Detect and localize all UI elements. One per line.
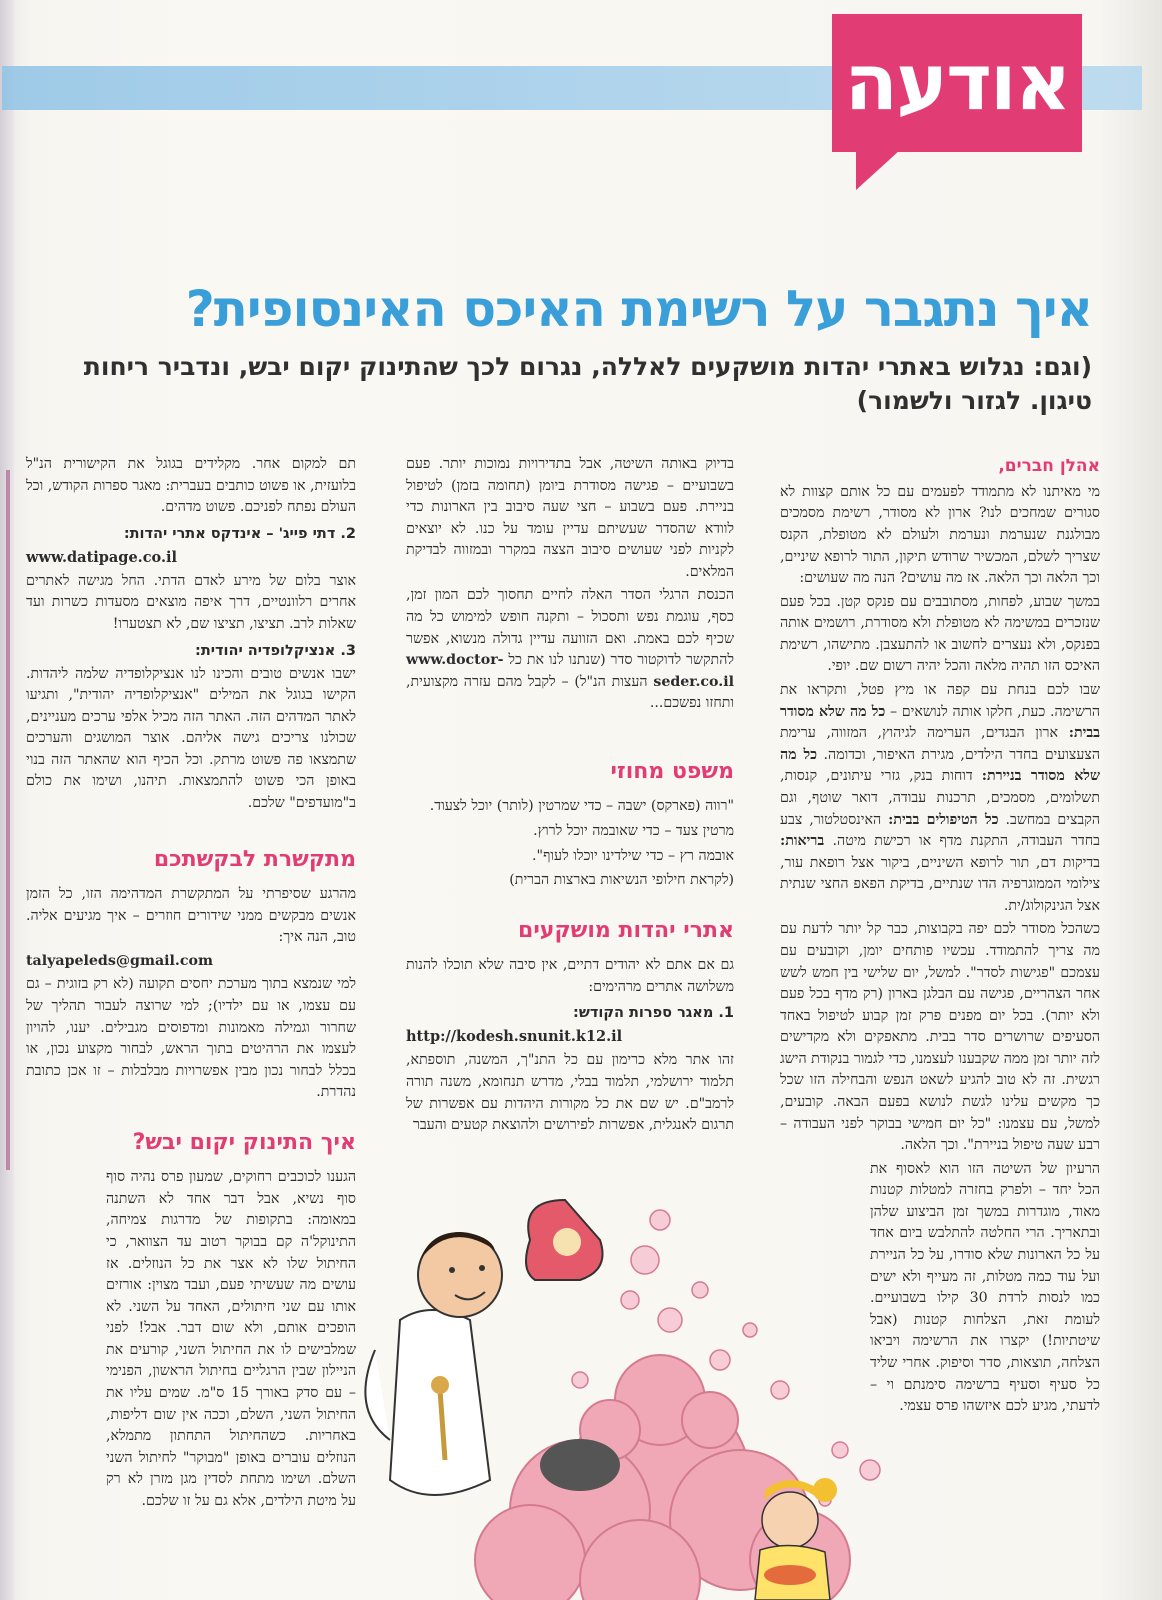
bold-term: בריאות:	[780, 833, 825, 850]
section-heading: משפט מחוזי	[610, 758, 734, 784]
section-heading: איך התינוק יקום יבש?	[132, 1129, 356, 1155]
email-link[interactable]: talyapeleds@gmail.com	[26, 952, 213, 969]
text-run: האינסטלטור, צבע בחדר העבודה, התקנת מדף או רכישת מיטה.	[780, 811, 1100, 850]
page-edge-bar	[6, 470, 10, 1170]
paragraph: גם אם אתם לא יהודים דתיים, אין סיבה שלא תוכלו להנות משלושה אתרים מרהימים:	[406, 957, 734, 995]
paragraph-doctor-seder	[406, 585, 734, 714]
website-link[interactable]: http://kodesh.snunit.k12.il	[406, 1028, 623, 1046]
text-run: דוחות בנק, גזרי עיתונים, קנסות, תשלומים, מסמכים, תרכנות עבודה, דואר שוטף, וגם הקבצים במחשב.	[780, 768, 1100, 828]
bold-term: כל מה שלא מסודר בבית:	[780, 703, 1100, 742]
text-run: ארון הבגדים, הערימה לגיהוץ, המזווה, ערימת הצעצועים בחדר הילדים, מגירת האיפור, וכדומה.	[780, 725, 1100, 763]
paragraph: מי מאיתנו לא מתמודד לפעמים עם כל אותם קצוות לא סגורים שמחכים לנו? ארון לא מסודר, רשימת מסמכים מבולגנת שנערמת ונערמת ולעולם לא מטופלת, הקנס שצריך לשלם, המכשיר שרודש תיקון, התור לרופא שיניים, וכך הלאה וכך הלאה. אז מה עושים? הנה מה שעושים:	[780, 483, 1100, 587]
subhead: (וגם: נגלוש באתרי יהדות מושקעים לאללה, נגרום לכך שהתינוק יקום יבש, ונדביר ריחות טיגון. לגזור ולשמור)	[83, 352, 1092, 415]
paragraph: זהו אתר מלא כרימון עם כל התנ"ך, המשנה, תוספתא, תלמוד ירושלמי, תלמוד בבלי, מדרש תנחומא, משנה תורה לרמב"ם. יש שם את כל מקורות היהדות עם אפשרות של תרגום לאנגלית, אפשרות לפירושים ולהוצאת קטעים והעבר	[406, 1052, 734, 1134]
column-middle	[406, 454, 734, 1139]
quote-line: "רווה (פארקס) ישבה – כדי שמרטין (לותר) יוכל לצעוד.	[429, 798, 734, 815]
paragraph: ישבו אנשים טובים והכינו לנו אנציקלופדיה שלמה ליהדות. הקישו בגוגל את המילים "אנציקלופדיה יהודית", ותגיעו לאתר המדהים הזה. האתר הזה מכיל אלפי ערכים מעניינים, שכולנו צריכים גישה אליהם. אוצר המושגים והערכים שתמצאו פה פשוט מרתק. וכל הכיף הוא שהאתר הזה בנוי באופן הכי פשוט להתמצאות. תיהנו, ושימו את כולם ב"מועדפים" שלכם.	[26, 665, 356, 812]
paragraph: אוצר בלום של מירע לאדם הדתי. החל מגישה לאתרים אחרים רלוונטיים, דרך איפה מוצאים מסעדות כשרות ועד שאלות לרב. תציצו, תציצו שם, לא תצטערו!	[26, 572, 356, 632]
paragraph: בדיוק באותה השיטה, אבל בתדירויות נמוכות יותר. פעם בשבועיים – פגישה מסודרת ביומן (תחומה בזמן) לטיפול בניירת. פעם בשבוע – חצי שעה סיבוב בין הארונות כדי לוודא שהסדר שעשיתם עדיין עומד על כנו. לא יוצאים לקניות לפני שעושים סיבוב הצצה במקרר ובמזווה לבדיקת המלאים.	[406, 456, 734, 580]
headline: איך נתגבר על רשימת האיכס האינסופית?	[185, 280, 1092, 338]
paragraph: הגענו לכוכבים רחוקים, שמעון פרס נהיה סוף סוף נשיא, אבל דבר אחד לא השתנה במאומה: בתקופות של מדרגות צמיחה, התינוקל'ה קם בבוקר רטוב עד הצוואר, כי החיתול שלו לא אצר את כל הנוזלים. אז עושים מה שעשיתי פעם, ועבד מצוין: אורזים אותו עם שני חיתולים, האחד על השני. לא הופכים אותם, ולא שום דבר. אבל! לפני שמלבישים לו את החיתול השני, קורעים את הניילון שבין הרגליים בחיתול הראשון, הפנימי – עם סדק באורך 15 ס"מ. שמים עליו את החיתול השני, השלם, וככה אין שום דליפות, באחריות. כשהחיתול התחתון מתמלא, הנוזלים עוברים באופן "מבוקר" לחיתול השני השלם. ושימו מתחת לסדין מגן מזרן לא רק על מיטת הילדים, אלא גם על זו שלכם.	[106, 1169, 356, 1509]
frying-pan	[540, 1439, 620, 1491]
website-link[interactable]: www.doctor-seder.co.il	[406, 652, 734, 690]
paragraph: למי שנמצא בתוך מערכת יחסים תקועה (לא רק בזוגית – גם עם עצמו, או עם ילדיו); למי שרוצה לעבור תהליך של שחרור וגמילה מאמונות ומדפוסים מגבילים. יענו, להויון לעצמו את הרהיטים בתוך הראש, לבחור מקצוע נכון, או בכלל לבחור נכון מבין אפשרויות מבלבלות – זו אכן כתובת נהדרת.	[26, 976, 356, 1101]
text-run: שבו לכם בנחת עם קפה או מיץ פטל, ותקראו את הרשימה. כעת, חלקו אותה לנושאים –	[780, 682, 1100, 720]
text-run: העצות הנ"ל) – לקבל מהם עזרה מקצועית, ותחזו נפשכם...	[406, 673, 734, 712]
list-item-title: 1. מאגר ספרות הקודש:	[573, 1005, 734, 1022]
paragraph: במשך שבוע, לפחות, מסתובבים עם פנקס קטן. בכל פעם שנזכרים במשימה לא מטופלת ולא מסודרת, רושמים אותה בפנקס, ולא נעצרים לחשוב או להתעצבן. מתישהו, רשימת האיכס הזו תהיה מלאה והכל יהיה רשום שם. יופי.	[780, 593, 1100, 675]
quote-line: אובמה רץ – כדי שילדינו יוכלו לעוף".	[532, 847, 734, 864]
paragraph: כשהכל מסודר לכם יפה בקבוצות, כבר קל יותר לדעת עם מה צריך להתמודד. עכשיו פותחים יומן, וקובעים עם עצמכם "פגישות לסדר". למשל, יום שלישי בין חמש לשש אחר הצהריים, פגישה עם הבלגן בארון (רק מדף בכל פעם ולא יותר). בכל יום מפנים פרק זמן קבוע לטיפול באחד הסעיפים שרושרים סדר בבית. מתאפקים ולא מקדישים לזה יותר זמן ממה שקבענו לעצמנו, כדי לגמור בנקודת הישג רגשית. זה לא טוב להגיע לשאט הנפש והבחילה הזו שכל כך מקשים עלינו לגשת לנושא בפעם הבאה. קובעים, למשל, עם עצמנו: "כל יום חמישי בבוקר לפני העבודה – רבע שעה טיפול בניירת". וכך הלאה.	[780, 921, 1100, 1154]
quote-block	[406, 796, 734, 891]
paragraph: הרעיון של השיטה הזו הוא לאסוף את הכל יחד – ולפרק בחזרה למטלות קטנות מאוד, מוגדרות במשך זמן הביצוע שלהן ובתאריך. הרי החלטה להתלבש ביום אחד על כל הארונות שלא סודרו, על כל הניירת ועל עוד כמה מטלות, זה מעייף ולא ישים כמו לנסות לרדת 30 קילו בשבועיים. לעומת זאת, הצלחות קטנות (אבל שיטתיות!) יקצרו את הרשימה ויביאו הצלחה, תוצאות, סדר וסיפוק. אחרי שליד כל סעיף וסעיף ברשימה סימנתם וי – לדעתי, מגיע לכם איזשהו פרס עצמי.	[870, 1160, 1100, 1415]
text-run: בדיקות דם, תור לרופא השיניים, ביקור אצל רופאת עור, צילומי הממוגרפיה הדו שנתיים, בדיקת הפאפ החצי שנתית אצל הגינקולוג/ית.	[780, 854, 1100, 914]
list-item-title: 3. אנציקלופדיה יהודית:	[195, 642, 356, 659]
website-link[interactable]: www.datipage.co.il	[26, 548, 178, 566]
man-figure	[365, 1232, 502, 1495]
quote-line: (לקראת חילופי הנשיאות בארצות הברית)	[509, 872, 734, 889]
paragraph: מהרגע שסיפרתי על המתקשרת המדהימה הזו, כל הזמן אנשים מבקשים ממני שידורים חוזרים – איך מגיעים אליה. טוב, הנה איך:	[26, 886, 356, 946]
cooking-illustration	[280, 1180, 900, 1600]
section-heading: אתרי יהדות מושקעים	[518, 917, 734, 943]
paragraph-categories	[780, 680, 1100, 917]
greeting: אהלן חברים,	[998, 456, 1100, 476]
rubric-label: אודעה	[844, 38, 1070, 128]
bold-term: כל מה שלא מסודר בניירת:	[780, 746, 1100, 785]
list-item-title: 2. דתי פייג' – אינדקס אתרי יהדות:	[123, 525, 356, 542]
section-heading: מתקשרת לבקשתכם	[153, 846, 356, 872]
bold-term: כל הטיפולים בבית:	[888, 811, 999, 828]
jug-icon	[526, 1200, 603, 1280]
text-run: הכנסת הרגלי הסדר האלה לחיים תחסוך לכם המון זמן, כסף, עוגמת נפש ותסכול – ותקנה חופש למימוש כל מה שכיף לכם באמת. ואם הזוועה עדיין גדולה מנשוא, אפשר להתקשר לדוקטור סדר (שנתנו לנו את כל	[406, 587, 734, 669]
paragraph: תם למקום אחר. מקלידים בגוגל את הקישורית הנ"ל בלועזית, או פשוט כותבים בעברית: מאגר ספרות הקודש, וכל העולם נפתח לפניכם. פשוט מדהים.	[26, 456, 356, 516]
quote-line: מרטין צעד – כדי שאובמה יוכל לרוץ.	[533, 822, 734, 839]
rubric-speech-bubble	[832, 14, 1082, 152]
